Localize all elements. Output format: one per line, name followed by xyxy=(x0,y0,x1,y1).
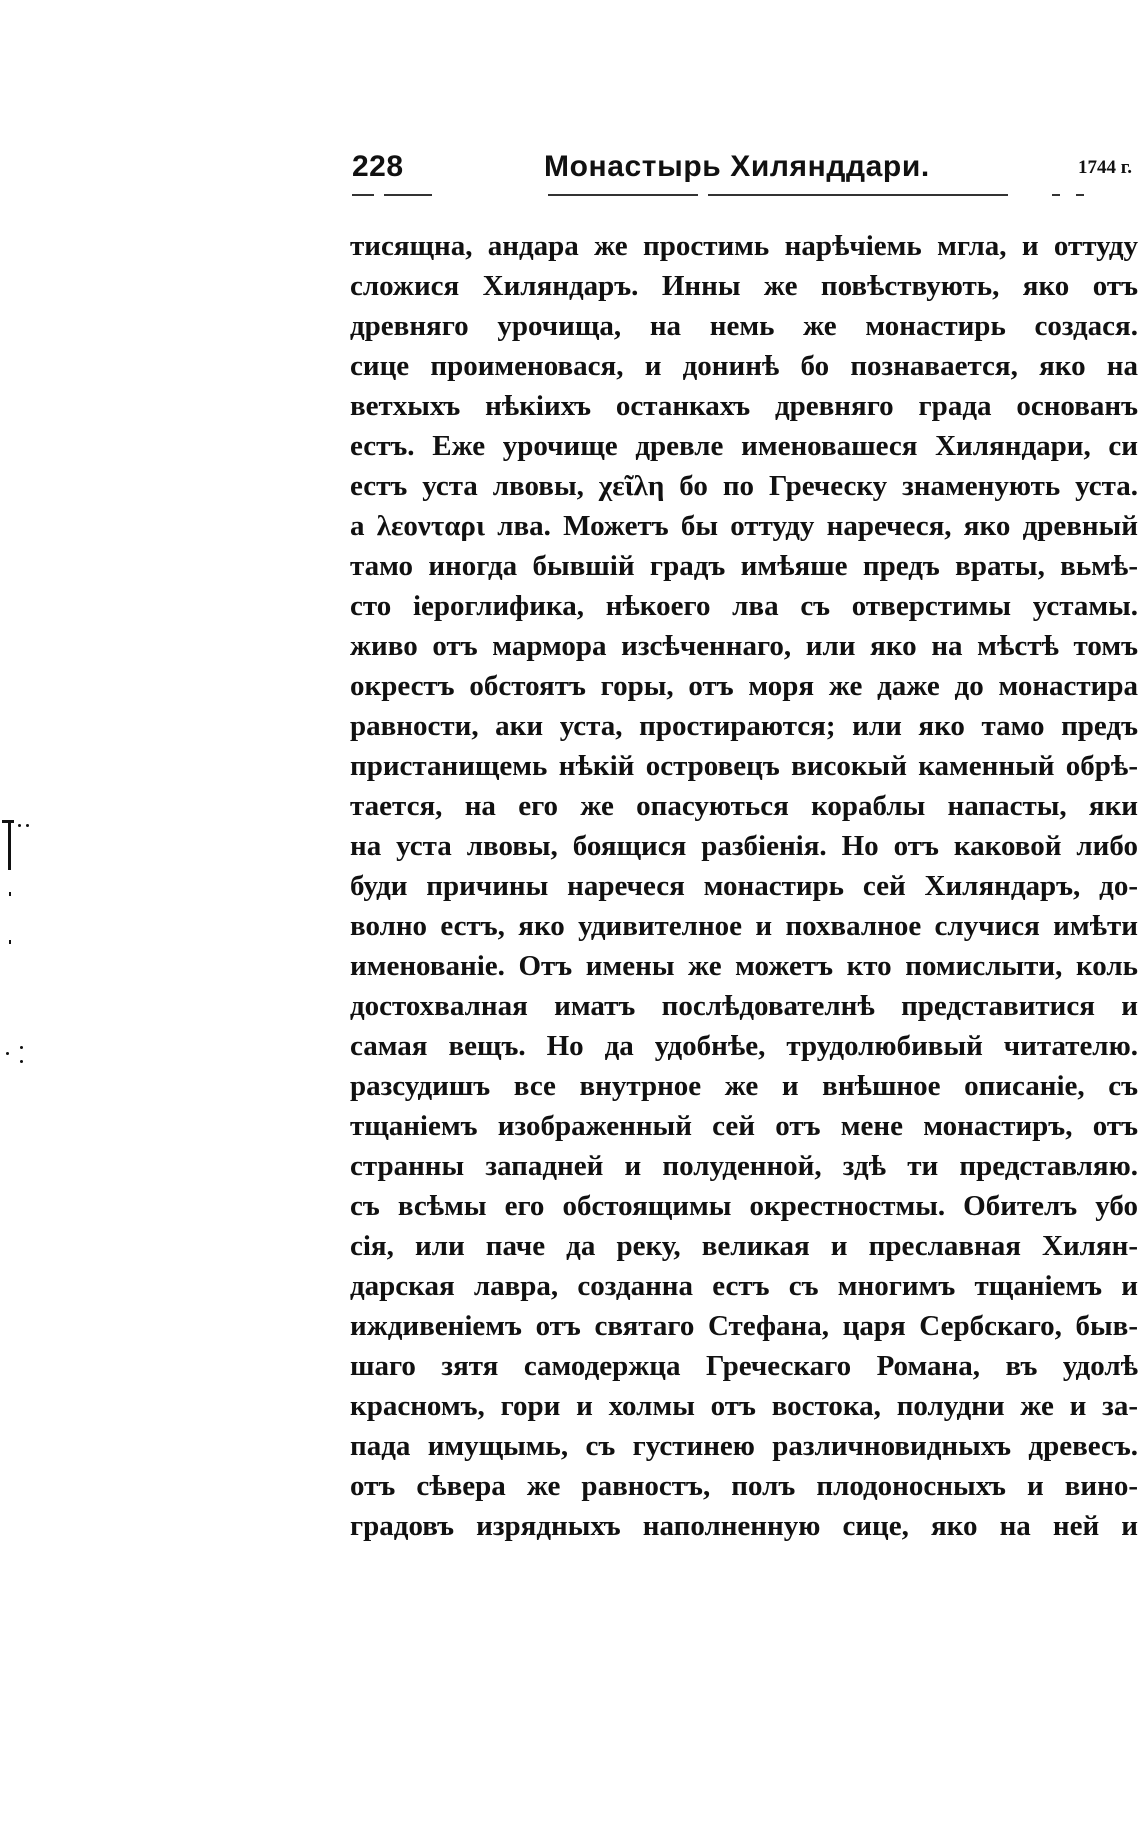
text-line: отъ сѣвера же равностъ, полъ плодоносныхъ и вино- xyxy=(350,1470,1138,1502)
running-head xyxy=(352,150,1140,198)
text-line: естъ уста лвовы, χεῖλη бо по Греческу знаменують уста. xyxy=(350,470,1138,502)
scan-margin-marks xyxy=(0,810,60,1070)
text-line: окрестъ обстоятъ горы, отъ моря же даже до монастира xyxy=(350,670,1138,702)
text-line: а λεονταρι лва. Можетъ бы оттуду наречеся, яко древный xyxy=(350,510,1138,542)
text-line: буди причины наречеся монастирь сей Хиляндаръ, до- xyxy=(350,870,1138,902)
text-line: разсудишъ все внутрное же и внѣшное описаніе, съ xyxy=(350,1070,1138,1102)
text-line: тамо иногда бывшій градъ имѣяше предъ враты, вьмѣ- xyxy=(350,550,1138,582)
text-line: достохвалная иматъ послѣдователнѣ представитися и xyxy=(350,990,1138,1022)
page-number: 228 xyxy=(352,150,404,183)
ink-mark xyxy=(8,820,11,870)
header-rule xyxy=(384,194,432,196)
text-line: пристанищемь нѣкій островецъ високый каменный обрѣ- xyxy=(350,750,1138,782)
text-line: ветхыхъ нѣкіихъ останкахъ древняго града основанъ xyxy=(350,390,1138,422)
text-line: сице проименовася, и донинѣ бо познавается, яко на xyxy=(350,350,1138,382)
ink-mark xyxy=(9,892,11,896)
ink-dot xyxy=(18,824,21,827)
text-line: волно естъ, яко удивителное и похвалное случися имѣти xyxy=(350,910,1138,942)
header-rule xyxy=(1052,194,1060,196)
text-line: странны западней и полуденной, здѣ ти представляю. xyxy=(350,1150,1138,1182)
text-line: иждивеніемъ отъ святаго Стефана, царя Сербскаго, быв- xyxy=(350,1310,1138,1342)
text-line: сложися Хиляндаръ. Инны же повѣствують, яко отъ xyxy=(350,270,1138,302)
header-rule xyxy=(708,194,1008,196)
text-line: шаго зятя самодержца Греческаго Романа, въ удолѣ xyxy=(350,1350,1138,1382)
text-line: древняго урочища, на немь же монастирь создася. xyxy=(350,310,1138,342)
text-line: дарская лавра, созданна естъ съ многимъ тщаніемъ и xyxy=(350,1270,1138,1302)
text-line: тается, на его же опасуються кораблы напасты, яки xyxy=(350,790,1138,822)
text-line: красномъ, гори и холмы отъ востока, полудни же и за- xyxy=(350,1390,1138,1422)
running-title: Монастырь Хилянддари. xyxy=(544,150,930,183)
header-rule xyxy=(352,194,374,196)
ink-dot xyxy=(20,1046,23,1049)
text-line: сія, или паче да реку, великая и преславная Хилян- xyxy=(350,1230,1138,1262)
ink-mark xyxy=(2,820,14,823)
text-line: пада имущымь, съ густинею различновидныхъ древесъ. xyxy=(350,1430,1138,1462)
ink-dot xyxy=(6,1052,9,1055)
text-line: живо отъ мармора изсѣченнаго, или яко на мѣстѣ томъ xyxy=(350,630,1138,662)
text-line: тисящна, андара же простимь нарѣчіемь мгла, и оттуду xyxy=(350,230,1138,262)
text-line: именованіе. Отъ имены же можетъ кто помислыти, коль xyxy=(350,950,1138,982)
header-rule xyxy=(1076,194,1084,196)
text-line: съ всѣмы его обстоящимы окрестностмы. Обителъ убо xyxy=(350,1190,1138,1222)
year-mark: 1744 г. xyxy=(1078,157,1132,178)
text-line: сто іероглифика, нѣкоего лва съ отверстимы устамы. xyxy=(350,590,1138,622)
body-text xyxy=(350,226,1138,1546)
text-line: равности, аки уста, простираются; или яко тамо предъ xyxy=(350,710,1138,742)
text-line: тщаніемъ изображенный сей отъ мене монастиръ, отъ xyxy=(350,1110,1138,1142)
ink-mark xyxy=(9,940,11,944)
text-line: градовъ изрядныхъ наполненную сице, яко на ней и xyxy=(350,1510,1138,1542)
ink-dot xyxy=(20,1060,23,1063)
header-rule xyxy=(548,194,698,196)
text-line: на уста лвовы, боящися разбіенія. Но отъ каковой либо xyxy=(350,830,1138,862)
ink-dot xyxy=(26,824,29,827)
text-line: самая вещъ. Но да удобнѣе, трудолюбивый читателю. xyxy=(350,1030,1138,1062)
text-line: естъ. Еже урочище древле именовашеся Хиляндари, си xyxy=(350,430,1138,462)
